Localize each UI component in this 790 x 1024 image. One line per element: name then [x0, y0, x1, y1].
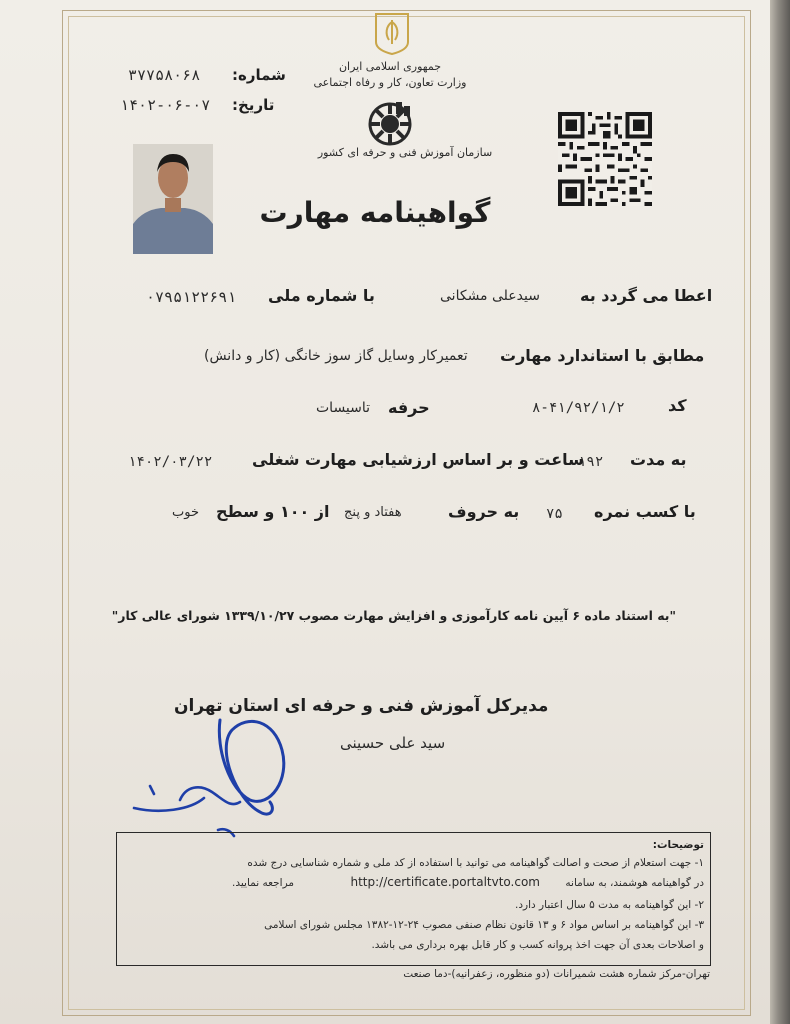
notes-line-1: ۱- جهت استعلام از صحت و اصالت گواهینامه می توانید با استفاده از کد ملی و شماره شناسایی درج شده	[247, 857, 704, 869]
holder-photo	[133, 144, 213, 254]
address-footer: تهران-مرکز شماره هشت شمیرانات (دو منظوره، زعفرانیه)-دما صنعت	[403, 968, 710, 980]
organization-name: سازمان آموزش فنی و حرفه ای کشور	[317, 146, 493, 159]
code-value: ۸-۴۱/۹۲/۱/۲	[532, 400, 625, 416]
out-of-label: از ۱۰۰ و سطح	[216, 502, 330, 521]
tvto-logo-icon	[366, 100, 414, 148]
duration-label: به مدت	[630, 450, 687, 469]
number-label: شماره:	[232, 66, 286, 84]
notes-box	[116, 832, 711, 966]
letters-label: به حروف	[448, 502, 520, 521]
hours-text: ساعت و بر اساس ارزشیابی مهارت شغلی	[252, 450, 584, 469]
level-value: خوب	[172, 505, 199, 520]
legal-reference: "به استناد ماده ۶ آیین نامه کارآموزی و افزایش مهارت مصوب ۱۳۳۹/۱۰/۲۷ شورای عالی کار"	[111, 608, 676, 623]
notes-line-2a: در گواهینامه هوشمند، به سامانه	[565, 877, 704, 889]
signatory-title: مدیرکل آموزش فنی و حرفه ای استان تهران	[174, 696, 549, 716]
notes-line-5: و اصلاحات بعدی آن جهت اخذ پروانه کسب و کار قابل بهره برداری می باشد.	[371, 939, 704, 951]
exam-date: ۱۴۰۲/۰۳/۲۲	[128, 454, 213, 470]
notes-line-4: ۳- این گواهینامه بر اساس مواد ۶ و ۱۳ قانون نظام صنفی مصوب ۲۴-۱۲-۱۳۸۲ مجلس شورای اسلامی	[264, 919, 704, 931]
national-id-value: ۰۷۹۵۱۲۲۶۹۱	[146, 288, 237, 306]
iran-emblem-icon	[372, 12, 412, 56]
trade-value: تاسیسات	[316, 400, 371, 416]
score-value: ۷۵	[546, 506, 563, 522]
national-id-label: با شماره ملی	[268, 286, 375, 305]
certificate-title: گواهینامه مهارت	[259, 196, 491, 229]
signature-mark	[120, 690, 420, 840]
date-label: تاریخ:	[232, 96, 275, 114]
signatory-name: سید علی حسینی	[340, 734, 446, 752]
standard-value: تعمیرکار وسایل گاز سوز خانگی (کار و دانش)	[204, 348, 468, 364]
standard-label: مطابق با استاندارد مهارت	[500, 346, 705, 365]
number-value: ۳۷۷۵۸۰۶۸	[128, 66, 201, 84]
country-name: جمهوری اسلامی ایران	[338, 60, 442, 73]
ministry-name: وزارت تعاون، کار و رفاه اجتماعی	[313, 76, 467, 89]
letters-value: هفتاد و پنج	[344, 505, 402, 520]
duration-value: ۱۹۲	[578, 454, 604, 470]
notes-heading: توضیحات:	[652, 839, 704, 851]
notes-line-2b: مراجعه نمایید.	[232, 877, 294, 889]
date-value: ۱۴۰۲-۰۶-۰۷	[120, 96, 211, 114]
trade-label: حرفه	[388, 398, 430, 417]
code-label: کد	[668, 396, 687, 415]
holder-name: سیدعلی مشکانی	[440, 288, 540, 304]
book-binding	[770, 0, 790, 1024]
verification-url: http://certificate.portaltvto.com	[350, 875, 540, 889]
notes-line-3: ۲- این گواهینامه به مدت ۵ سال اعتبار دارد.	[515, 899, 704, 911]
granted-label: اعطا می گردد به	[580, 286, 713, 305]
qr-code	[558, 112, 652, 206]
score-label: با کسب نمره	[594, 502, 696, 521]
